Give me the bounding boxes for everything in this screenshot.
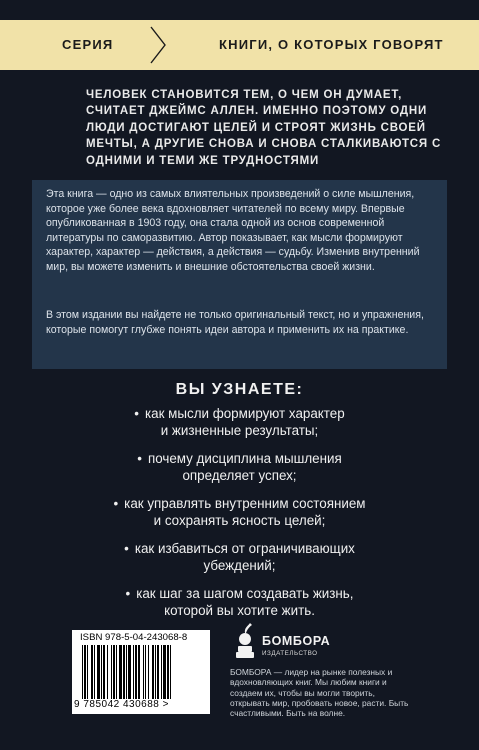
description-box	[32, 180, 447, 369]
list-item-line: как шаг за шагом создавать жизнь,	[136, 586, 354, 601]
list-item-line: как мысли формируют характер	[145, 406, 345, 421]
lead-text: ЧЕЛОВЕК СТАНОВИТСЯ ТЕМ, О ЧЕМ ОН ДУМАЕТ, СЧИТАЕТ ДЖЕЙМС АЛЛЕН. ИМЕННО ПОЭТОМУ ОДНИ ЛЮДИ ДОСТИГАЮТ ЦЕЛЕЙ И СТРОЯТ ЖИЗНЬ СВОЕЙ МЕЧТЫ, А ДРУГИЕ СНОВА И СНОВА СТАЛКИВАЮТСЯ С ОДНИМИ И ТЕМИ ЖЕ ТРУДНОСТЯМИ	[86, 89, 442, 167]
learn-list	[0, 405, 479, 630]
list-item-line: которой вы хотите жить.	[164, 603, 315, 618]
list-item	[0, 495, 479, 529]
list-item-line: почему дисциплина мышления	[147, 451, 342, 466]
publisher-description: БОМБОРА — лидер на рынке полезных и вдохновляющих книг. Мы любим книги и создаем их, чтобы вы могли творить, открывать мир, пробовать новое, расти. Быть счастливыми. Быть на волне.	[230, 667, 409, 719]
learn-title: ВЫ УЗНАЕТЕ:	[175, 381, 304, 398]
bullet-icon: •	[113, 496, 119, 511]
publisher-name: БОМБОРА	[262, 634, 331, 648]
description-paragraph-2: В этом издании вы найдете не только оригинальный текст, но и упражнения, которые помогут глубже понять идеи автора и применить их на практике.	[46, 309, 424, 336]
barcode-number: 9 785042 430688 >	[74, 699, 169, 710]
list-item	[0, 585, 479, 619]
barcode-icon	[82, 645, 200, 699]
bullet-icon: •	[137, 451, 142, 466]
bullet-icon: •	[124, 541, 129, 556]
publisher-subtitle: ИЗДАТЕЛЬСТВО	[262, 650, 318, 657]
bullet-icon: •	[134, 406, 139, 421]
list-item	[0, 540, 479, 574]
list-item-line: убеждений;	[203, 558, 276, 573]
isbn-barcode-block	[72, 630, 210, 714]
chevron-right-icon	[147, 24, 169, 66]
list-item-line: и жизненные результаты;	[160, 423, 319, 438]
description-paragraph-1: Эта книга — одно из самых влиятельных произведений о силе мышления, которое уже более века вдохновляет читателей по всему миру. Впервые опубликованная в 1903 году, она стала одной из основ современной литературы по саморазвитию. Автор показывает, как мысли формируют характер, характер — действия, а действия — судьбу. Изменив внутренний мир, вы можете изменить и внешние обстоятельства своей жизни.	[46, 188, 420, 273]
list-item-line: и сохранять ясность целей;	[153, 513, 326, 528]
list-item-line: как избавиться от ограничивающих	[134, 541, 355, 556]
isbn-label: ISBN 978-5-04-243068-8	[80, 632, 188, 643]
series-banner	[0, 20, 479, 70]
series-label: СЕРИЯ	[62, 37, 114, 52]
series-title: КНИГИ, О КОТОРЫХ ГОВОРЯТ	[219, 37, 444, 52]
list-item	[0, 450, 479, 484]
list-item-line: как управлять внутренним состоянием	[124, 496, 366, 511]
bullet-icon: •	[125, 586, 131, 601]
list-item-line: определяет успех;	[182, 468, 297, 483]
list-item	[0, 405, 479, 439]
